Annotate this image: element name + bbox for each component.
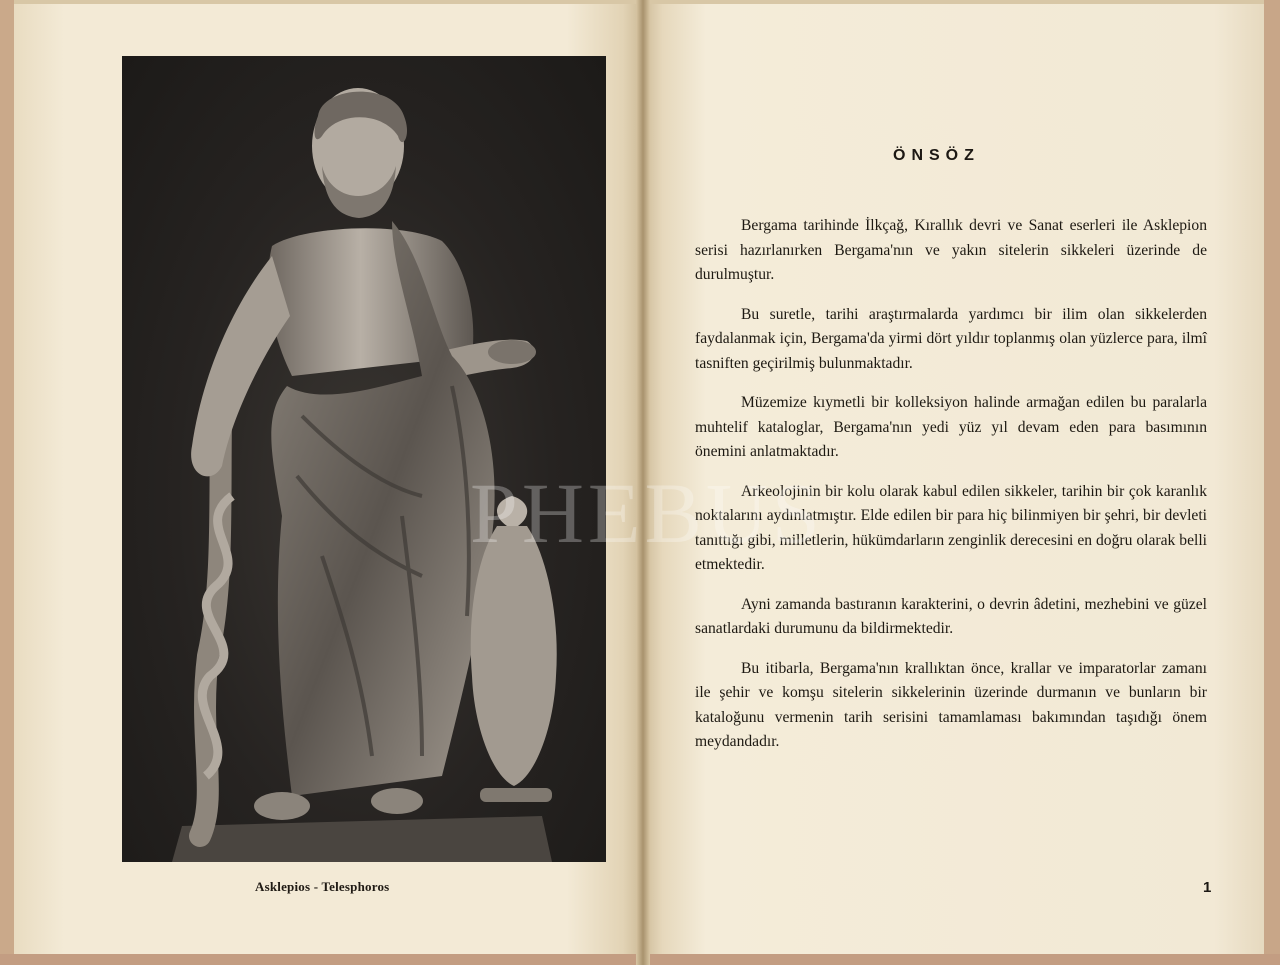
paragraph: Müzemize kıymetli bir kolleksiyon halinde armağan edilen bu paralarla muhtelif kataloglar, Bergama'nın yedi yüz yıl devam eden para basımının önemini anlatmaktadır. [695, 394, 1207, 460]
book-gutter [636, 0, 650, 965]
page-number: 1 [1203, 879, 1212, 896]
statue-base [172, 816, 552, 862]
paragraph: Bergama tarihinde İlkçağ, Kırallık devri ve Sanat eserleri ile Asklepion serisi hazırlanırken Bergama'nın ve yakın sitelerin sikkeleri üzerinde de durulmuştur. [695, 217, 1207, 283]
book-edge-right [1264, 0, 1280, 965]
preface-body [695, 214, 1207, 770]
left-foot [254, 792, 310, 820]
paragraph: Bu itibarla, Bergama'nın krallıktan önce, krallar ve imparatorlar zamanı ile şehir ve komşu sitelerin sikkelerinin üzerinde durmanın ve bunların bir kataloğunu vermenin tarih serisini tamamlaması bakımından taşıdığı önem meydandadır. [695, 659, 1207, 750]
statue-photo [122, 56, 606, 862]
page-heading: ÖNSÖZ [893, 147, 980, 164]
held-object [488, 340, 536, 364]
telesphoros-base [480, 788, 552, 802]
telesphoros-head [497, 496, 527, 526]
photo-caption: Asklepios - Telesphoros [255, 879, 390, 894]
right-foot [371, 788, 423, 814]
paragraph: Arkeolojinin bir kolu olarak kabul edilen sikkeler, tarihin bir çok karanlık noktalarını aydınlatmıştır. Elde edilen bir para hiç bilinmiyen bir şehri, bir devleti tanıttığı gibi, milletlerin, hükümdarların zenginlik derecesini en doğru olarak belli etmektedir. [695, 482, 1207, 573]
paragraph: Ayni zamanda bastıranın karakterini, o devrin âdetini, mezhebini ve güzel sanatlardaki durumunu da bildirmektedir. [695, 595, 1207, 637]
book-edge-left [0, 0, 14, 965]
paragraph: Bu suretle, tarihi araştırmalarda yardımcı bir ilim olan sikkelerden faydalanmak için, Bergama'da yirmi dört yıldır toplanmış olan yüzlerce para, ilmî tasniften geçirilmiş bulunmaktadır. [695, 305, 1207, 372]
watermark: PHEBUS [470, 465, 824, 561]
telesphoros-cloak [471, 526, 557, 786]
statue-illustration [122, 56, 606, 862]
